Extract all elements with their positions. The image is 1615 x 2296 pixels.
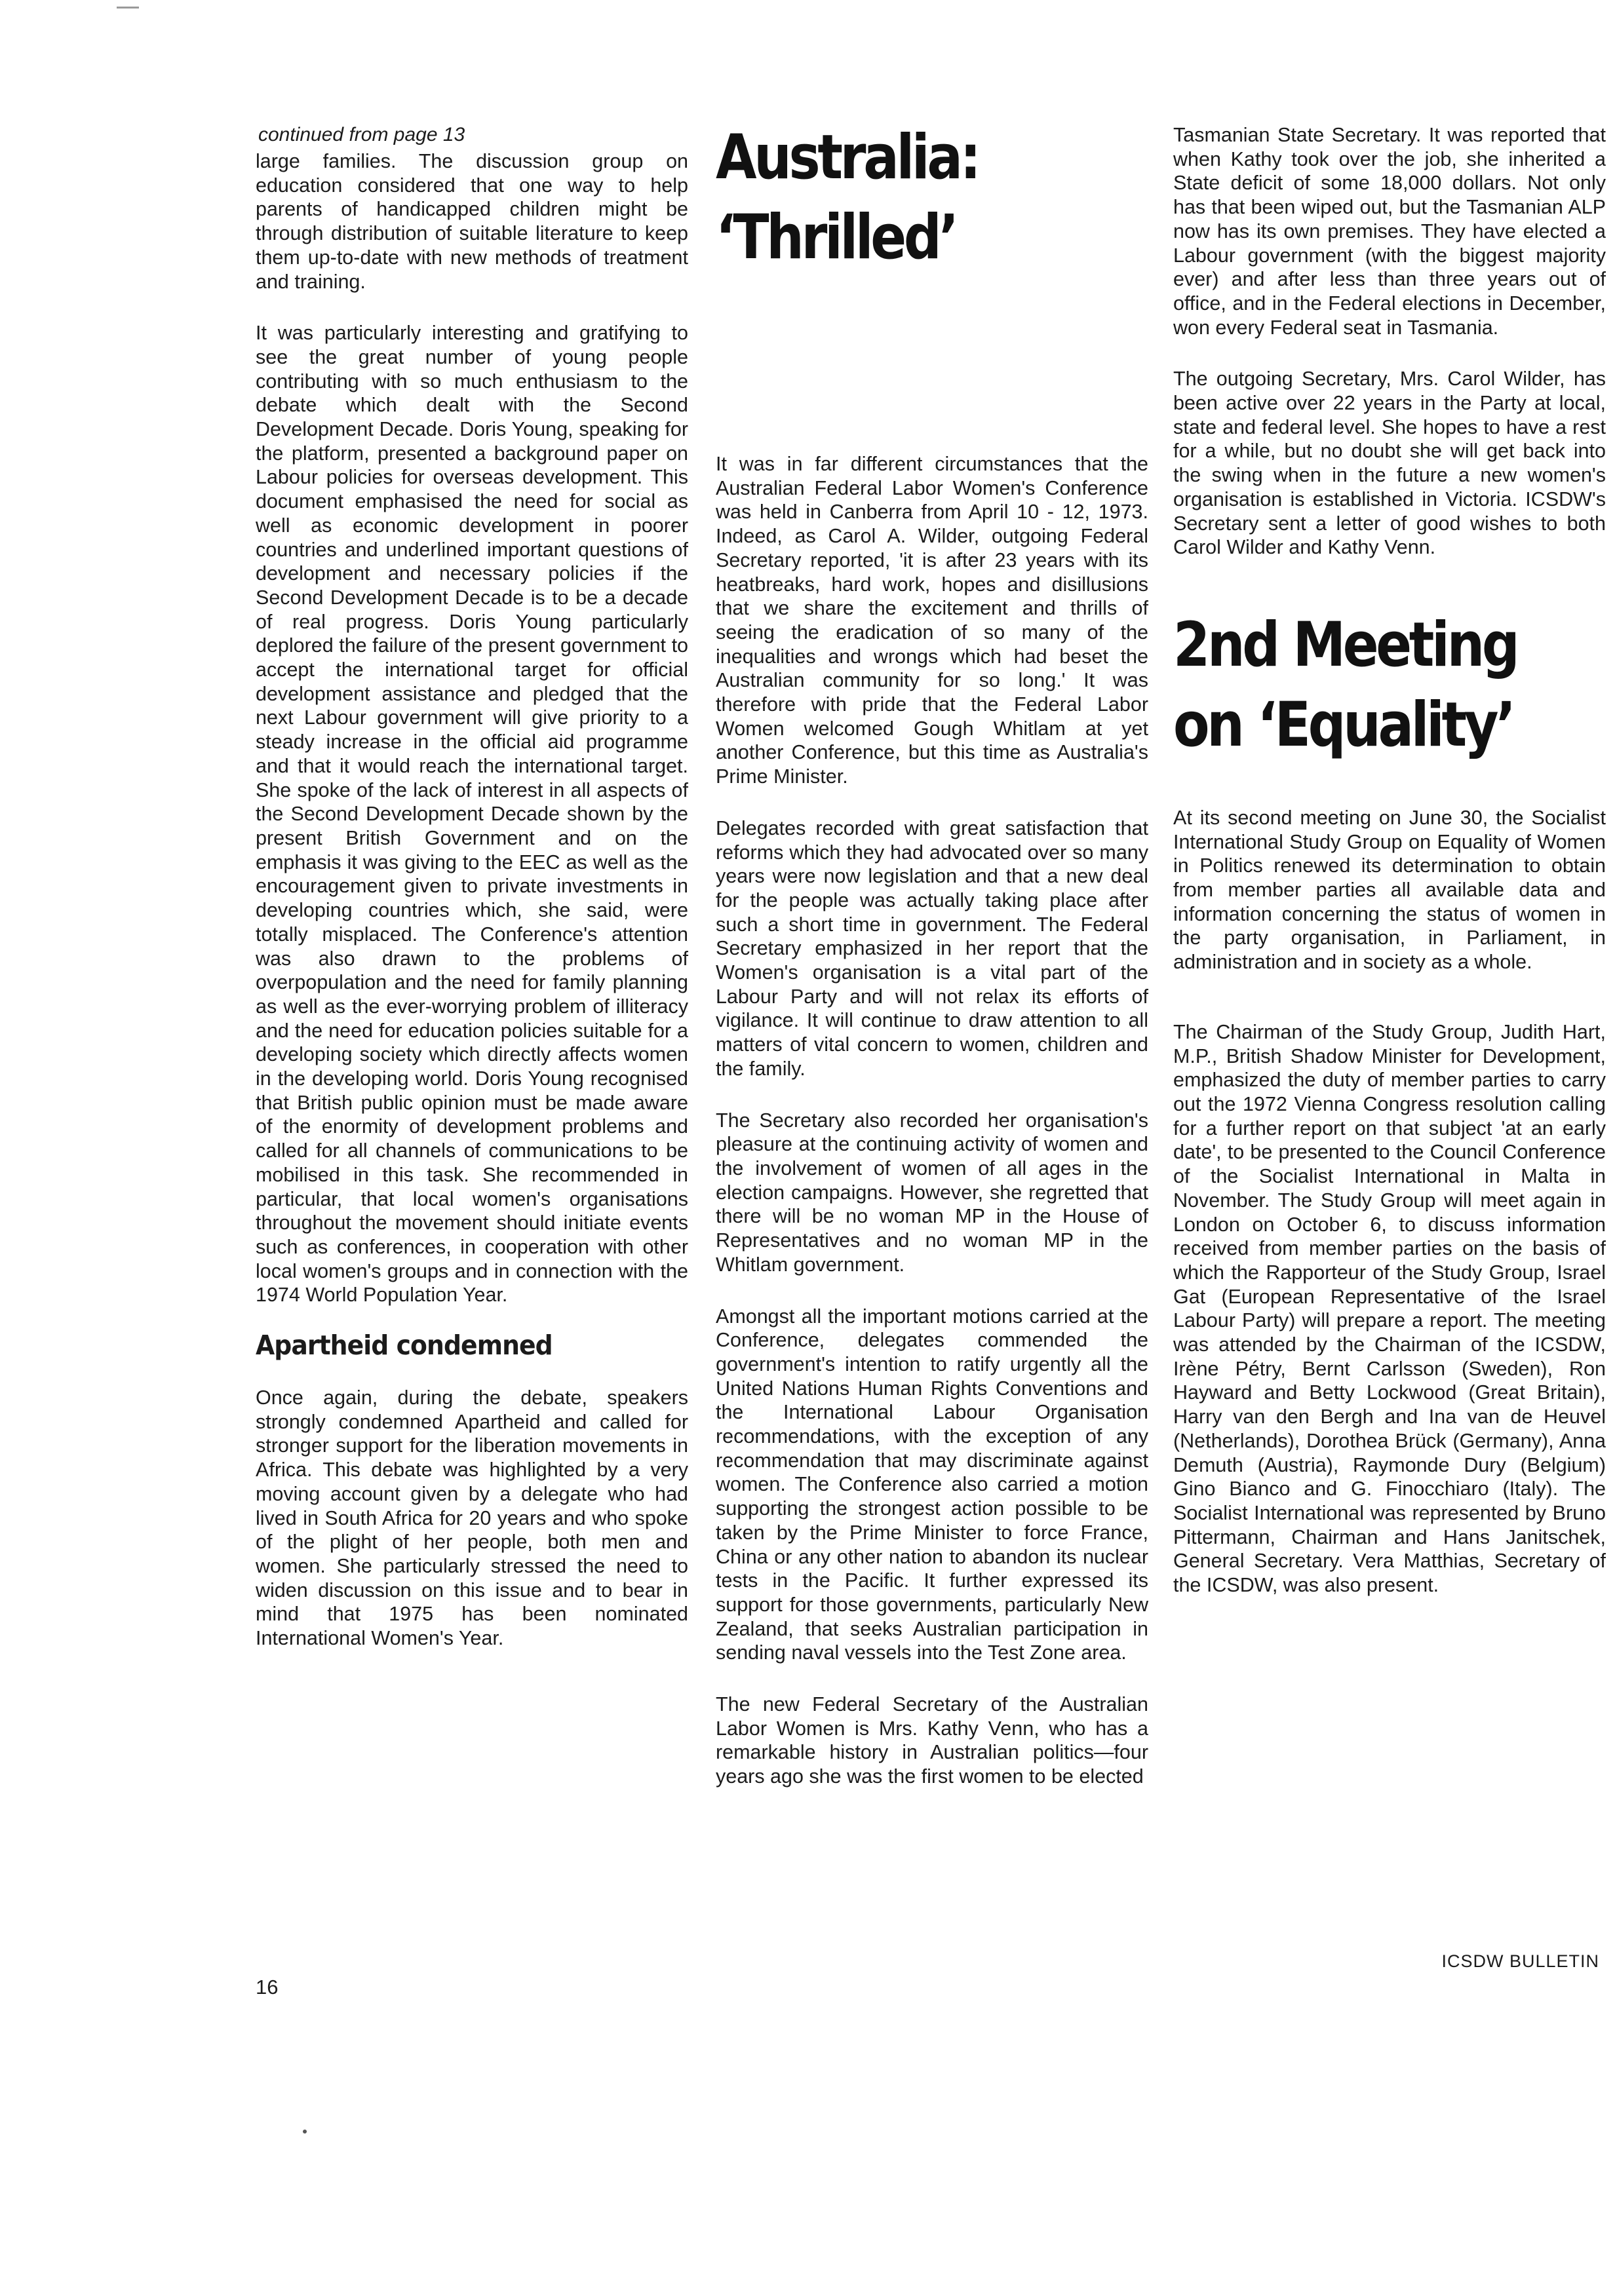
continued-from-note: continued from page 13	[258, 124, 465, 145]
publication-footer: ICSDW BULLETIN	[1441, 1951, 1599, 1971]
paragraph: The Chairman of the Study Group, Judith Hart, M.P., British Shadow Minister for Development, emphasized the duty of member parties to carry out the 1972 Vienna Congress resolution calling for a further report on that subject 'at an early date', to be presented to the Council Conference of the Socialist International in Malta in November. The Study Group will meet again in London on October 6, to discuss information received from member parties on the basis of which the Rapporteur of the Study Group, Israel Gat (European Representative of the Israel Labour Party) will prepare a report. The meeting was attended by the Chairman of the ICSDW, Irène Pétry, Bernt Carlsson (Sweden), Ron Hayward and Betty Lockwood (Great Britain), Harry van den Bergh and Ina van de Heuvel (Netherlands), Dorothea Brück (Germany), Anna Demuth (Austria), Raymonde Dury (Belgium) Gino Bianco and G. Finocchiaro (Italy). The Socialist International was represented by Bruno Pittermann, Chairman and Hans Janitschek, General Secretary. Vera Matthias, Secretary of the ICSDW, was also present.	[1173, 1020, 1606, 1597]
paragraph: At its second meeting on June 30, the Socialist International Study Group on Equality of Women in Politics renewed its determination to obtain from member parties all available data and information concerning the status of women in the party organisation, in Parliament, in administration and in society as a whole.	[1173, 806, 1606, 974]
paragraph: large families. The discussion group on education considered that one way to help parents of handicapped children might be through distribution of suitable literature to keep them up-to-date with new methods of treatment and training.	[256, 150, 688, 293]
column-2	[716, 118, 1148, 1789]
paragraph: Once again, during the debate, speakers strongly condemned Apartheid and called for stronger support for the liberation movements in Africa. This debate was highlighted by a very moving account given by a delegate who had lived in South Africa for 20 years and who spoke of the plight of her people, both men and women. She particularly stressed the need to widen discussion on this issue and to bear in mind that 1975 has been nominated International Women's Year.	[256, 1387, 688, 1650]
column-1	[256, 123, 688, 1651]
paragraph: It was particularly interesting and gratifying to see the great number of young people contributing with so much enthusiasm to the debate which dealt with the Second Development Decade. Doris Young, speaking for the platform, presented a background paper on Labour policies for overseas development. This document emphasised the need for social as well as economic development in poorer countries and underlined important questions of development and necessary policies if the Second Development Decade is to be a decade of real progress. Doris Young particularly deplored the failure of the present government to accept the international target for official development assistance and pledged that the next Labour government will give priority to a steady increase in the official aid programme and that it would reach the international target. She spoke of the lack of interest in all aspects of the Second Development Decade shown by the present British Government and on the emphasis it was giving to the EEC as well as the encouragement given to private investments in developing countries which, she said, were totally misplaced. The Conference's attention was also drawn to the problems of overpopulation and the need for family planning as well as the ever-worrying problem of illiteracy and the need for education policies suitable for a developing society which directly affects women in the developing world. Doris Young recognised that British public opinion must be made aware of the enormity of development problems and called for all channels of communications to be mobilised in this task. She recommended in particular, that local women's organisations throughout the movement should initiate events such as conferences, in cooperation with other local women's groups and in connection with the 1974 World Population Year.	[256, 322, 688, 1307]
page-number: 16	[256, 1976, 279, 1999]
headline-australia	[716, 118, 1088, 278]
paragraph: Tasmanian State Secretary. It was reported that when Kathy took over the job, she inherited a State deficit of some 18,000 dollars. Not only has that been wiped out, but the Tasmanian ALP now has its own premises. They have elected a Labour government (with the biggest majority ever) and after less than three years out of office, and in the Federal elections in December, won every Federal seat in Tasmania.	[1173, 124, 1606, 339]
headline-equality	[1173, 605, 1546, 765]
paragraph: It was in far different circumstances that the Australian Federal Labor Women's Conference was held in Canberra from April 10 - 12, 1973. Indeed, as Carol A. Wilder, outgoing Federal Secretary reported, 'it is after 23 years with its heatbreaks, hard work, hopes and disillusions that we share the excitement and thrills of seeing the eradication of so many of the inequalities and wrongs which had beset the Australian community for so long.' It was therefore with pride that the Federal Labor Women welcomed Gough Whitlam at yet another Conference, but this time as Australia's Prime Minister.	[716, 453, 1148, 788]
corner-mark	[117, 7, 139, 9]
paragraph: The outgoing Secretary, Mrs. Carol Wilder, has been active over 22 years in the Party at local, state and federal level. She hopes to have a rest for a while, but no doubt she will get back into the swing when in the future a new women's organisation is established in Victoria. ICSDW's Secretary sent a letter of good wishes to both Carol Wilder and Kathy Venn.	[1173, 368, 1606, 559]
paragraph: The Secretary also recorded her organisation's pleasure at the continuing activity of women and the involvement of women of all ages in the election campaigns. However, she regretted that there will be no woman MP in the House of Representatives and no woman MP in the Whitlam government.	[716, 1109, 1148, 1276]
paragraph: The new Federal Secretary of the Australian Labor Women is Mrs. Kathy Venn, who has a remarkable history in Australian politics—four years ago she was the first women to be elected	[716, 1693, 1148, 1788]
paragraph: Amongst all the important motions carried at the Conference, delegates commended the government's intention to ratify urgently all the United Nations Human Rights Conventions and the International Labour Organisation recommendations, with the exception of any recommendation that may discriminate against women. The Conference also carried a motion supporting the strongest action possible to be taken by the Prime Minister to force France, China or any other nation to abandon its nuclear tests in the Pacific. It further expressed its support for those governments, particularly New Zealand, that seeks Australian participation in sending naval vessels into the Test Zone area.	[716, 1305, 1148, 1664]
subheading-apartheid: Apartheid condemned	[256, 1330, 553, 1362]
paragraph: Delegates recorded with great satisfaction that reforms which they had advocated over so many years were now legislation and that a new deal for the people was actually taking place after such a short time in government. The Federal Secretary emphasized in her report that the Women's organisation is a vital part of the Labour Party and will not relax its efforts of vigilance. It will continue to draw attention to all matters of vital concern to women, children and the family.	[716, 816, 1148, 1080]
column-3	[1173, 123, 1606, 1598]
headline-line: on ‘Equality’	[1173, 689, 1513, 761]
headline-line: Australia:	[716, 122, 979, 193]
headline-line: ‘Thrilled’	[716, 202, 956, 273]
speck	[303, 2130, 307, 2133]
headline-line: 2nd Meeting	[1173, 609, 1517, 681]
